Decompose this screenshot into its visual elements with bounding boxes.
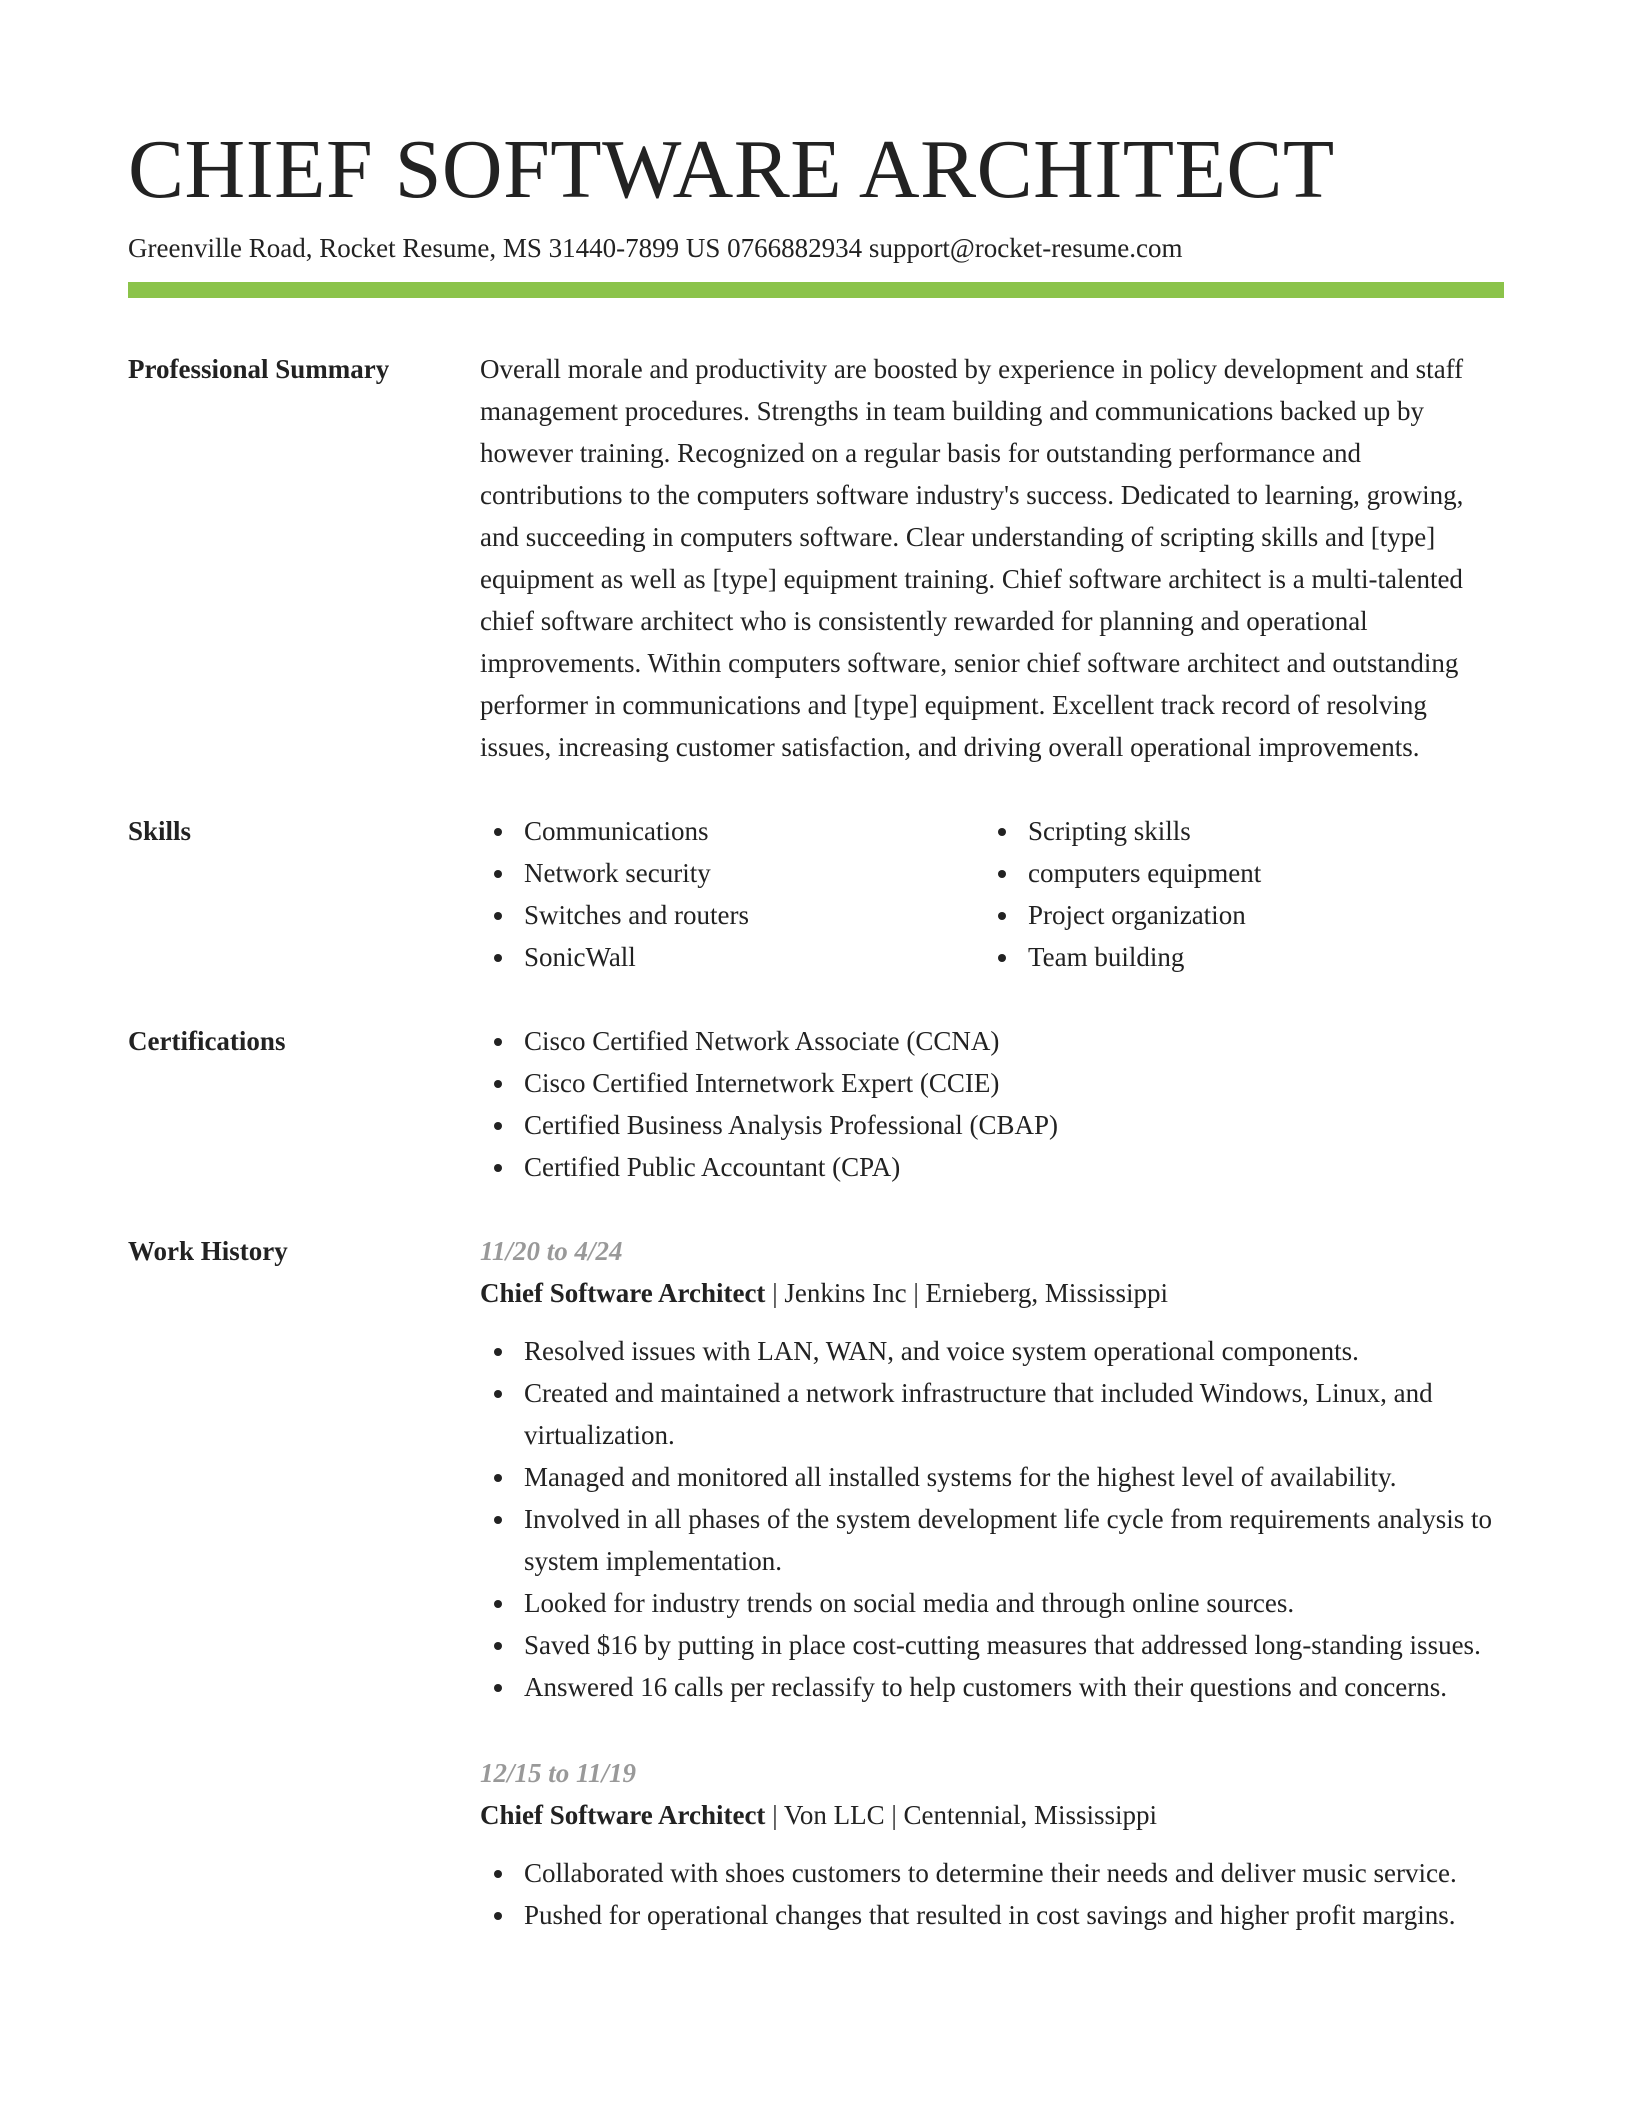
resume-name-heading: CHIEF SOFTWARE ARCHITECT [128, 123, 1335, 216]
job-title-line [480, 1794, 1504, 1836]
work-history-body [480, 1230, 1504, 1980]
job-details: | Von LLC | Centennial, Mississippi [765, 1800, 1158, 1830]
contact-line: Greenville Road, Rocket Resume, MS 31440-7899 US 0766882934 support@rocket-resume.com [128, 233, 1183, 263]
job-bullet: Collaborated with shoes customers to determine their needs and deliver music service. [480, 1852, 1504, 1894]
job-role: Chief Software Architect [480, 1800, 766, 1830]
skill-item: Switches and routers [480, 894, 984, 936]
skill-item: Scripting skills [984, 810, 1488, 852]
skill-item: computers equipment [984, 852, 1488, 894]
section-title: Professional Summary [128, 354, 390, 384]
certification-item: Certified Public Accountant (CPA) [480, 1146, 1504, 1188]
section-title: Skills [128, 816, 192, 846]
job-bullet: Looked for industry trends on social media and through online sources. [480, 1582, 1504, 1624]
job-bullet: Managed and monitored all installed systems for the highest level of availability. [480, 1456, 1504, 1498]
skill-item: Communications [480, 810, 984, 852]
job-role: Chief Software Architect [480, 1278, 766, 1308]
job-bullets [480, 1330, 1504, 1708]
certifications-section [128, 1020, 1504, 1188]
job-bullet: Pushed for operational changes that resulted in cost savings and higher profit margins. [480, 1894, 1504, 1936]
job-dates: 11/20 to 4/24 [480, 1236, 623, 1266]
job-entry [480, 1752, 1504, 1936]
job-title-line [480, 1272, 1504, 1314]
resume-page [128, 120, 1504, 1980]
certification-item: Cisco Certified Network Associate (CCNA) [480, 1020, 1504, 1062]
job-bullet: Involved in all phases of the system development life cycle from requirements analysis to system implementation. [480, 1498, 1504, 1582]
section-title: Certifications [128, 1026, 286, 1056]
work-history-section [128, 1230, 1504, 1980]
skill-item: Network security [480, 852, 984, 894]
job-dates: 12/15 to 11/19 [480, 1758, 637, 1788]
skills-grid [480, 810, 1504, 978]
skills-column-left [480, 810, 984, 978]
skill-item: Project organization [984, 894, 1488, 936]
certifications-list [480, 1020, 1504, 1188]
skill-item: SonicWall [480, 936, 984, 978]
job-bullet: Created and maintained a network infrastructure that included Windows, Linux, and virtualization. [480, 1372, 1504, 1456]
skill-item: Team building [984, 936, 1488, 978]
section-title: Work History [128, 1236, 288, 1266]
job-details: | Jenkins Inc | Ernieberg, Mississippi [765, 1278, 1168, 1308]
certification-item: Cisco Certified Internetwork Expert (CCIE) [480, 1062, 1504, 1104]
job-bullets [480, 1852, 1504, 1936]
summary-text: Overall morale and productivity are boosted by experience in policy development and staff management procedures. Strengths in team building and communications backed up by however training. Recognized on a regular basis for outstanding performance and contributions to the computers software industry's success. Dedicated to learning, growing, and succeeding in computers software. Clear understanding of scripting skills and [type] equipment as well as [type] equipment training. Chief software architect is a multi-talented chief software architect who is consistently rewarded for planning and operational improvements. Within computers software, senior chief software architect and outstanding performer in communications and [type] equipment. Excellent track record of resolving issues, increasing customer satisfaction, and driving overall operational improvements. [480, 354, 1464, 762]
job-entry [480, 1230, 1504, 1708]
skills-section [128, 810, 1504, 978]
certification-item: Certified Business Analysis Professional (CBAP) [480, 1104, 1504, 1146]
job-bullet: Resolved issues with LAN, WAN, and voice system operational components. [480, 1330, 1504, 1372]
job-bullet: Saved $16 by putting in place cost-cutting measures that addressed long-standing issues. [480, 1624, 1504, 1666]
accent-divider [128, 282, 1504, 298]
professional-summary-section [128, 348, 1504, 768]
job-bullet: Answered 16 calls per reclassify to help customers with their questions and concerns. [480, 1666, 1504, 1708]
skills-column-right [984, 810, 1488, 978]
